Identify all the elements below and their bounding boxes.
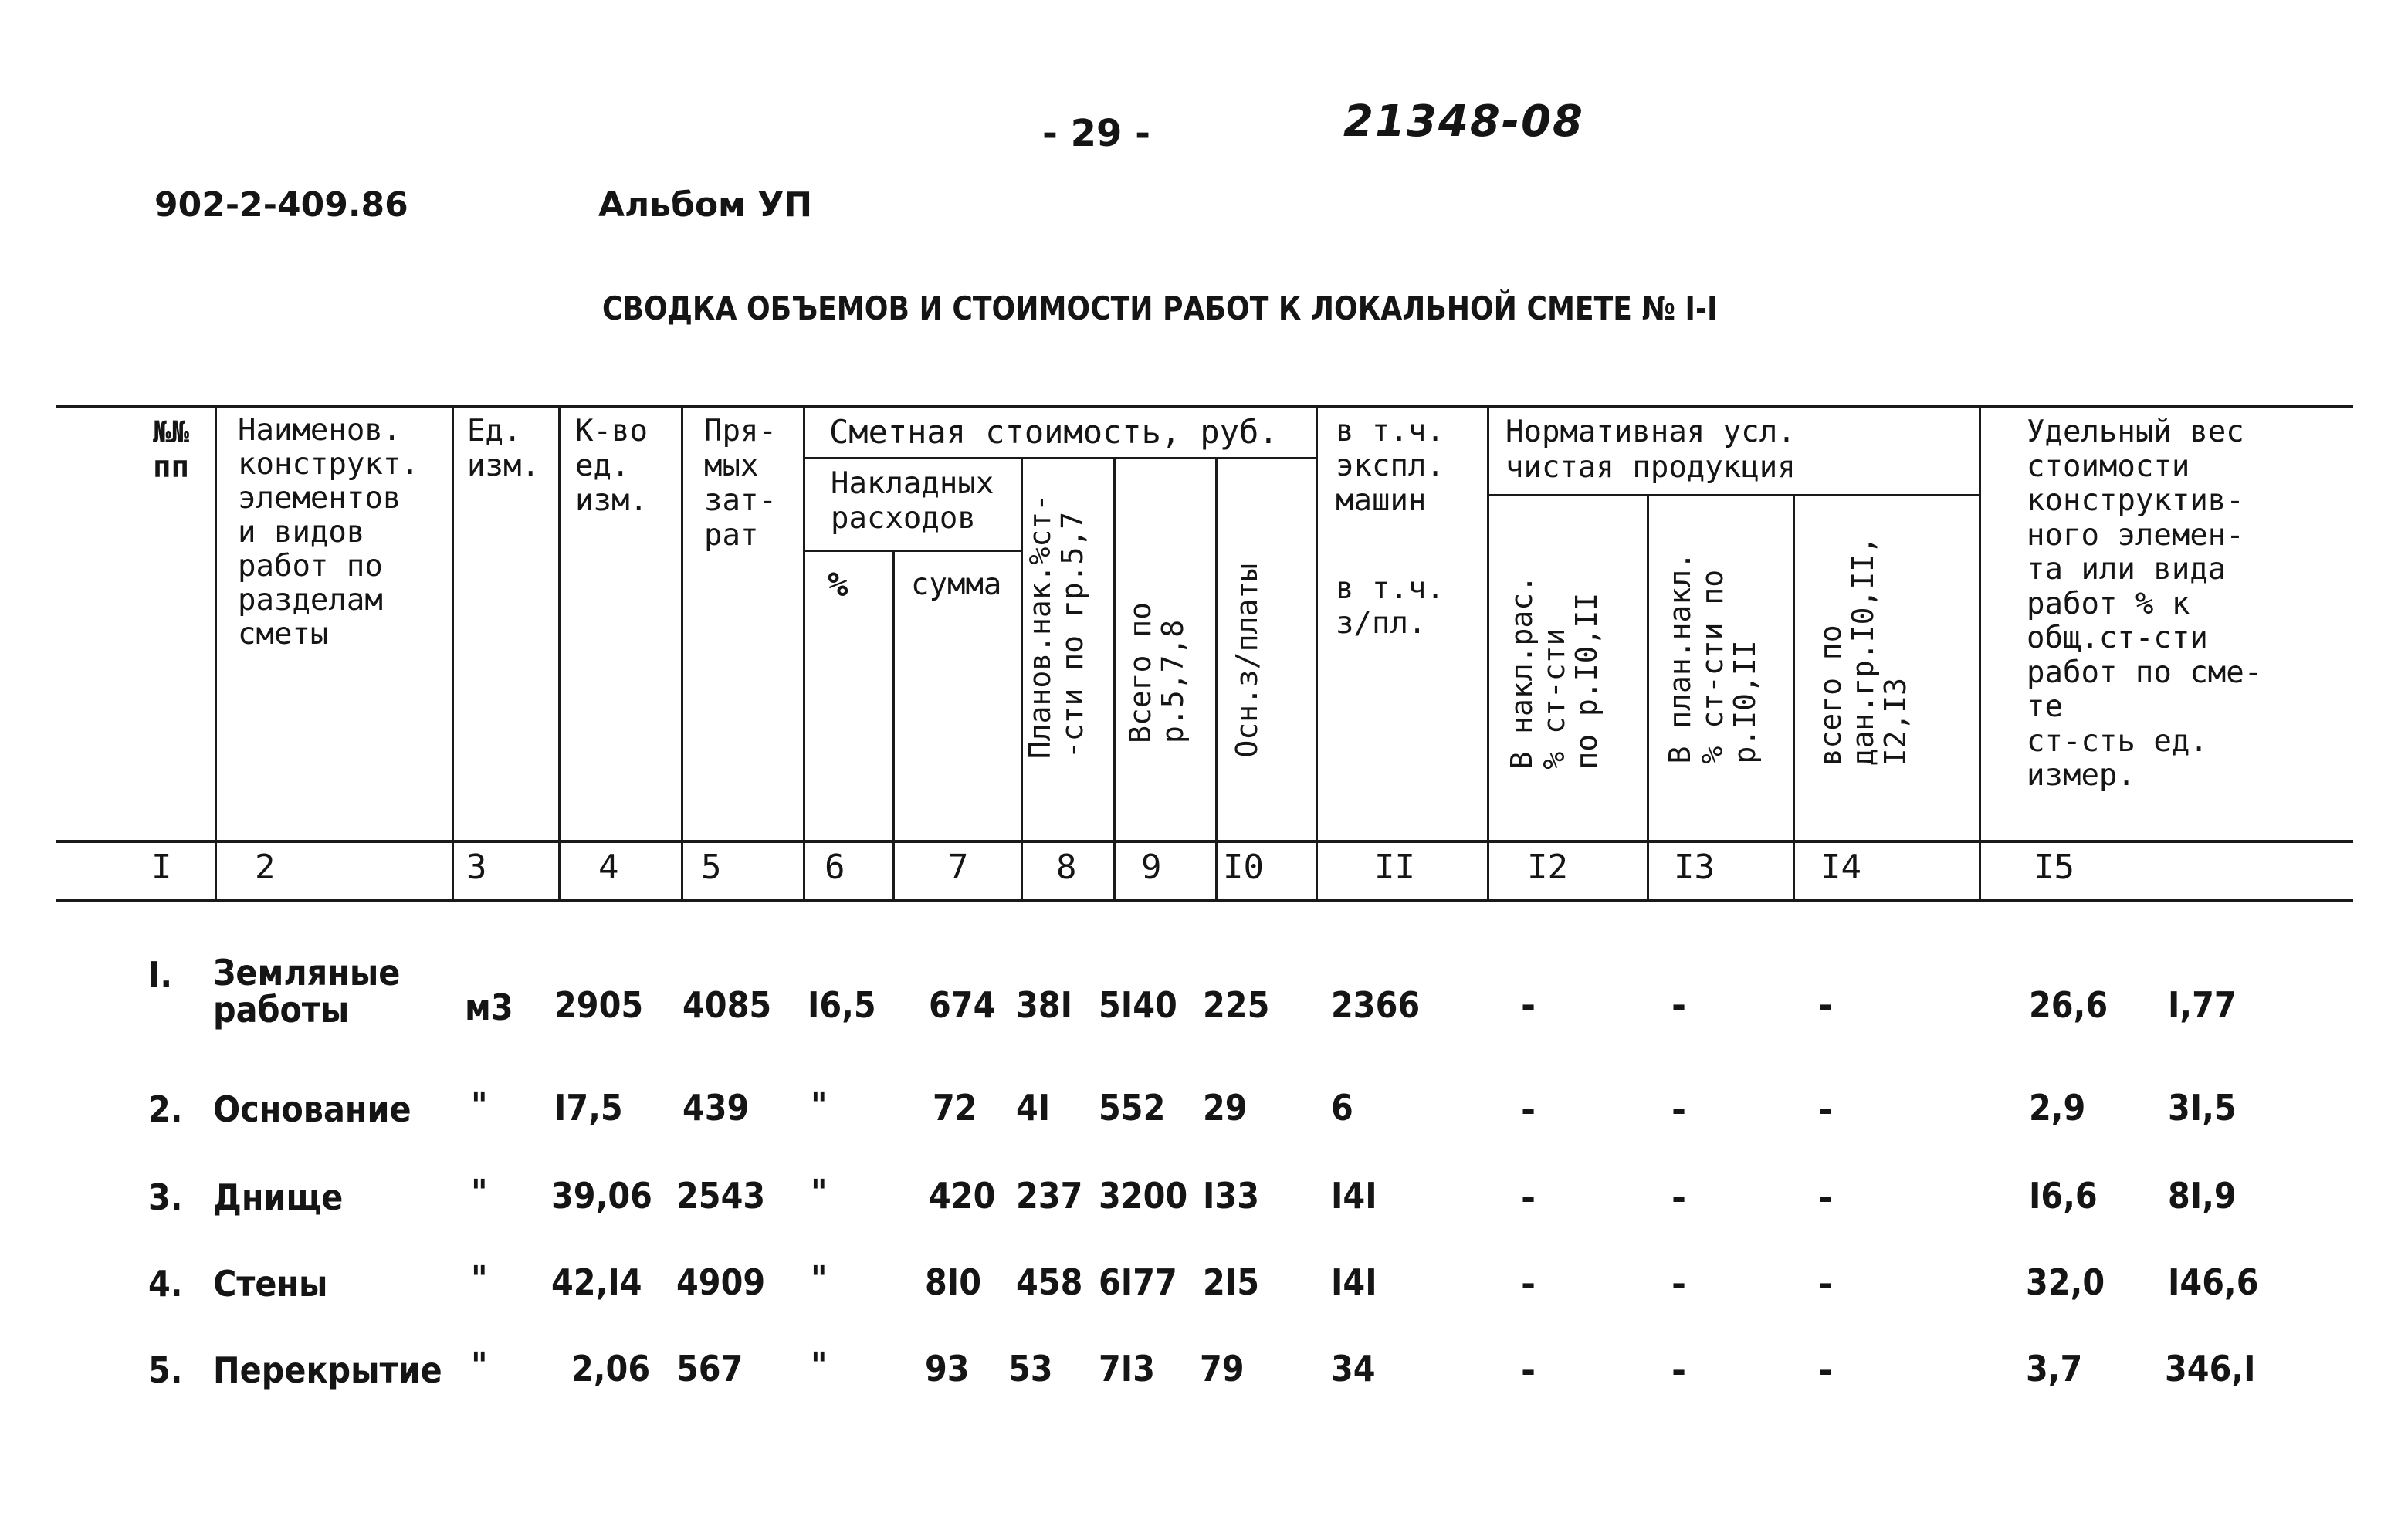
row-number: 3. [148, 1176, 183, 1218]
row-unit-cost: 3I,5 [2168, 1087, 2237, 1129]
row-machines: 6 [1331, 1087, 1353, 1129]
row-unit: " [471, 1258, 488, 1300]
row-col12: - [1521, 984, 1536, 1026]
row-direct-costs: 4085 [682, 984, 772, 1026]
row-number: I. [148, 954, 173, 996]
row-base-wage: 225 [1203, 984, 1270, 1026]
row-base-wage: 29 [1203, 1087, 1248, 1129]
header-col7: сумма [911, 567, 1002, 602]
row-overhead-sum: 8I0 [925, 1261, 982, 1303]
album-label: Альбом УП [598, 185, 813, 225]
row-direct-costs: 2543 [676, 1175, 766, 1217]
row-overhead-percent: " [811, 1345, 828, 1386]
column-number: I5 [2034, 848, 2074, 887]
row-direct-costs: 4909 [676, 1261, 766, 1303]
row-overhead-percent: " [811, 1172, 828, 1213]
row-total: 6I77 [1099, 1261, 1177, 1303]
row-name: Перекрытие [213, 1349, 442, 1391]
column-number: 2 [255, 848, 276, 887]
row-machines: 34 [1331, 1348, 1376, 1389]
header-col12: В накл.рас. % ст-сти по р.I0,II [1505, 575, 1604, 770]
row-total: 552 [1099, 1087, 1166, 1129]
row-col14: - [1818, 1088, 1834, 1130]
column-number: I3 [1674, 848, 1715, 887]
row-share: 26,6 [2029, 984, 2108, 1026]
row-direct-costs: 567 [676, 1348, 743, 1389]
row-share: 2,9 [2029, 1087, 2086, 1129]
row-col13: - [1671, 1349, 1687, 1391]
header-normative-group: Нормативная усл. чистая продукция [1505, 415, 1796, 485]
row-quantity: 39,06 [551, 1175, 652, 1217]
row-number: 4. [148, 1263, 183, 1305]
header-col6: % [828, 565, 848, 604]
row-col14: - [1818, 1263, 1834, 1305]
column-number: 6 [825, 848, 845, 887]
row-total: 3200 [1099, 1175, 1188, 1217]
column-number: 7 [948, 848, 969, 887]
header-col5: Пря- мых зат- рат [704, 414, 777, 553]
row-name: Основание [213, 1088, 411, 1130]
row-col13: - [1671, 984, 1687, 1026]
row-number: 2. [148, 1088, 183, 1130]
header-col11-top: в т.ч. экспл. машин [1336, 414, 1444, 518]
row-quantity: 42,I4 [551, 1261, 642, 1303]
row-planned-overhead: 4I [1016, 1087, 1051, 1129]
row-name: Стены [213, 1263, 328, 1305]
column-number: 9 [1141, 848, 1162, 887]
row-machines: I4I [1331, 1261, 1377, 1303]
row-overhead-sum: 420 [929, 1175, 996, 1217]
header-col14: всего по дан.гр.I0,II, I2,I3 [1814, 536, 1912, 767]
row-unit: " [471, 1345, 488, 1386]
row-overhead-percent: " [811, 1085, 828, 1126]
column-number: 8 [1056, 848, 1077, 887]
row-unit-cost: I46,6 [2168, 1261, 2259, 1303]
column-number: 3 [466, 848, 487, 887]
row-col13: - [1671, 1176, 1687, 1218]
page-number: - 29 - [1042, 112, 1151, 155]
row-col14: - [1818, 984, 1834, 1026]
row-unit: м3 [465, 987, 513, 1028]
column-number: I0 [1223, 848, 1264, 887]
row-share: I6,6 [2029, 1175, 2098, 1217]
row-share: 32,0 [2026, 1261, 2105, 1303]
column-number: II [1374, 848, 1415, 887]
row-col14: - [1818, 1349, 1834, 1391]
row-quantity: 2905 [554, 984, 644, 1026]
row-planned-overhead: 458 [1016, 1261, 1083, 1303]
row-col13: - [1671, 1088, 1687, 1130]
column-number: I4 [1820, 848, 1861, 887]
row-quantity: I7,5 [554, 1087, 623, 1129]
header-col3: Ед. изм. [467, 414, 540, 483]
row-total: 5I40 [1099, 984, 1177, 1026]
page-title: СВОДКА ОБЪЕМОВ И СТОИМОСТИ РАБОТ К ЛОКАЛЬНОЙ СМЕТЕ № I-I [602, 289, 1718, 327]
header-col9: Всего по р.5,7,8 [1123, 602, 1190, 744]
row-col12: - [1521, 1176, 1536, 1218]
row-col12: - [1521, 1088, 1536, 1130]
row-col13: - [1671, 1263, 1687, 1305]
header-col2: Наименов. конструкт. элементов и видов работ по разделам сметы [238, 413, 419, 652]
row-planned-overhead: 237 [1016, 1175, 1083, 1217]
row-planned-overhead: 53 [1008, 1348, 1053, 1389]
row-name: Земляные работы [213, 952, 401, 1031]
row-total: 7I3 [1099, 1348, 1156, 1389]
row-direct-costs: 439 [682, 1087, 750, 1129]
column-number: I [151, 848, 172, 887]
handwritten-number: 21348-08 [1343, 96, 1584, 147]
row-col12: - [1521, 1349, 1536, 1391]
row-unit-cost: 346,I [2165, 1348, 2256, 1389]
project-code: 902-2-409.86 [154, 185, 408, 225]
row-base-wage: 79 [1200, 1348, 1245, 1389]
row-name: Днище [213, 1176, 344, 1218]
header-col13: В план.накл. % ст-сти по р.I0,II [1663, 552, 1762, 764]
header-col11-bottom: в т.ч. з/пл. [1336, 571, 1444, 641]
row-overhead-sum: 72 [933, 1087, 977, 1129]
row-machines: 2366 [1331, 984, 1421, 1026]
header-col15: Удельный вес стоимости конструктив- ного элемен- та или вида работ % к общ.ст-сти работ по сме- те ст-сть ед. измер. [2027, 415, 2263, 793]
row-base-wage: 2I5 [1203, 1261, 1260, 1303]
row-unit: " [471, 1085, 488, 1126]
row-quantity: 2,06 [571, 1348, 651, 1389]
row-col12: - [1521, 1263, 1536, 1305]
row-overhead-percent: " [811, 1258, 828, 1300]
header-overhead: Накладных расходов [831, 466, 994, 536]
row-planned-overhead: 38I [1016, 984, 1073, 1026]
row-col14: - [1818, 1176, 1834, 1218]
row-number: 5. [148, 1349, 183, 1391]
row-overhead-percent: I6,5 [808, 984, 876, 1026]
row-unit: " [471, 1172, 488, 1213]
row-overhead-sum: 93 [925, 1348, 970, 1389]
row-unit-cost: I,77 [2168, 984, 2237, 1026]
row-share: 3,7 [2026, 1348, 2083, 1389]
header-col10: Осн.з/платы [1230, 564, 1264, 758]
row-overhead-sum: 674 [929, 984, 996, 1026]
header-col4: К-во ед. изм. [575, 414, 648, 518]
header-col8: Планов.нак.%ст- -сти по гр.5,7 [1023, 494, 1089, 760]
row-unit-cost: 8I,9 [2168, 1175, 2237, 1217]
row-base-wage: I33 [1203, 1175, 1260, 1217]
header-estimated-cost: Сметная стоимость, руб. [829, 413, 1279, 451]
row-machines: I4I [1331, 1175, 1377, 1217]
header-col1: №№ пп [153, 415, 189, 485]
column-number: 5 [701, 848, 722, 887]
column-number: 4 [598, 848, 619, 887]
column-number: I2 [1527, 848, 1568, 887]
